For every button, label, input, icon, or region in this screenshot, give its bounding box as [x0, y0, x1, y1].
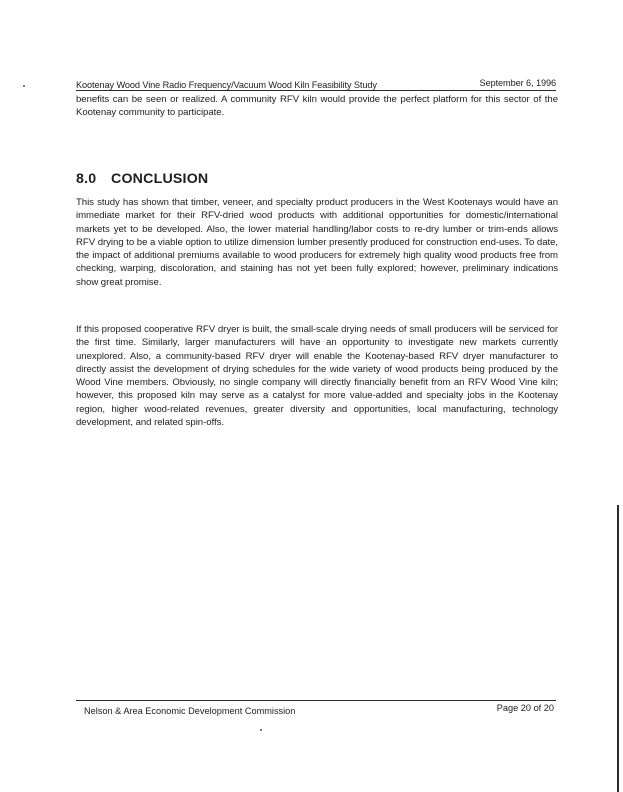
section-title: CONCLUSION [111, 171, 209, 187]
section-number: 8.0 [76, 171, 97, 187]
page-header [76, 70, 556, 90]
conclusion-paragraph-2: If this proposed cooperative RFV dryer is built, the small-scale drying needs of small producers will be serviced for the first time. Similarly, larger manufacturers will have an opportunity to investigate new markets currently unexplored. Also, a community-based RFV dryer will enable the Kootenay-based RFV dryer manufacturer to directly assist the development of drying schedules for the wide variety of wood products being produced by the Wood Vine members. Obviously, no single company will directly financially benefit from an RFV Wood Vine kiln; however, this proposed kiln may serve as a catalyst for more value-added and specialty jobs in the Kootenay region, higher wood-related revenues, greater diversity and opportunities, local manufacturing, technology development, and related spin-offs. [76, 324, 558, 429]
scan-speck [23, 85, 25, 87]
intro-paragraph: benefits can be seen or realized. A community RFV kiln would provide the perfect platform for this sector of the Kootenay community to participate. [76, 94, 558, 119]
header-rule [76, 90, 556, 91]
conclusion-paragraph-1: This study has shown that timber, veneer, and specialty product producers in the West Kootenays would have an immediate market for their RFV-dried wood products with additional opportunities for domestic/international markets yet to be developed. Also, the lower material handling/labor costs to re-dry lumber or trim-ends allows RFV drying to be a viable option to utilize dimension lumber presently produced for construction end-uses. To date, the impact of additional premiums available to wood producers for extremely high quality wood products free from checking, warping, discoloration, and staining has not yet been fully explored; however, preliminary indications show great promise. [76, 197, 558, 288]
header-date: September 6, 1996 [479, 78, 556, 88]
scan-edge-line [617, 505, 619, 792]
header-title: Kootenay Wood Vine Radio Frequency/Vacuum Wood Kiln Feasibility Study [76, 80, 377, 90]
footer-organization: Nelson & Area Economic Development Commission [84, 706, 296, 716]
section-heading [76, 171, 208, 187]
page-footer [76, 703, 556, 719]
footer-rule [76, 700, 556, 701]
page-number: Page 20 of 20 [496, 703, 554, 713]
scan-speck [260, 729, 262, 731]
